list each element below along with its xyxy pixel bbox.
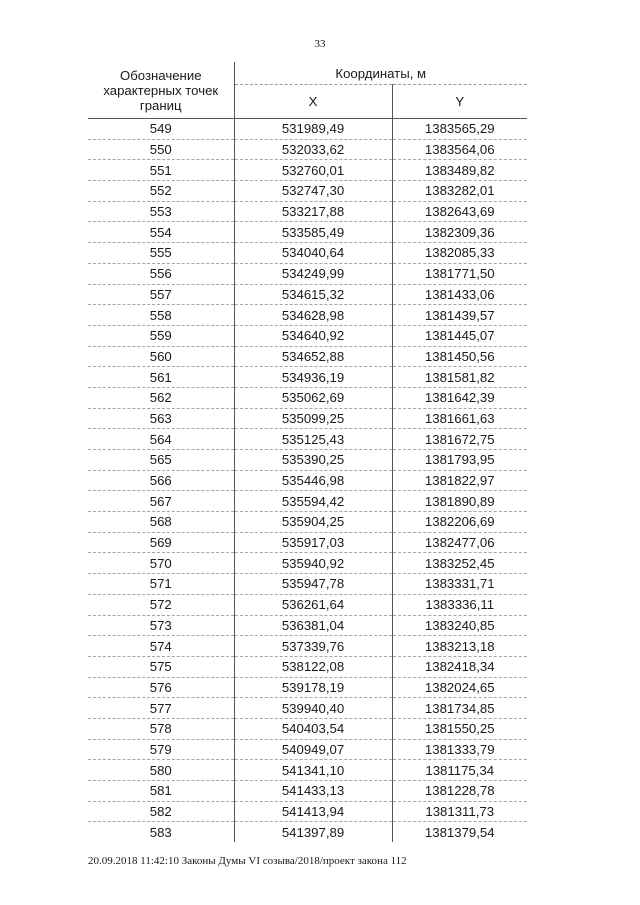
table-row (88, 346, 527, 367)
point-cell: 563 (88, 408, 234, 429)
point-cell: 567 (88, 491, 234, 512)
x-cell: 535940,92 (234, 553, 392, 574)
point-cell: 572 (88, 594, 234, 615)
y-cell: 1381550,25 (392, 718, 527, 739)
y-cell: 1383331,71 (392, 574, 527, 595)
table-row (88, 305, 527, 326)
y-cell: 1382024,65 (392, 677, 527, 698)
x-cell: 534936,19 (234, 367, 392, 388)
x-cell: 535446,98 (234, 470, 392, 491)
y-cell: 1381793,95 (392, 450, 527, 471)
y-cell: 1381379,54 (392, 822, 527, 842)
table-row (88, 325, 527, 346)
table-row (88, 594, 527, 615)
x-cell: 538122,08 (234, 656, 392, 677)
point-cell: 581 (88, 781, 234, 802)
x-cell: 533217,88 (234, 201, 392, 222)
x-cell: 541433,13 (234, 781, 392, 802)
x-cell: 541413,94 (234, 801, 392, 822)
table-row (88, 656, 527, 677)
y-cell: 1381642,39 (392, 387, 527, 408)
point-cell: 575 (88, 656, 234, 677)
y-cell: 1381672,75 (392, 429, 527, 450)
y-cell: 1381890,89 (392, 491, 527, 512)
x-cell: 536261,64 (234, 594, 392, 615)
table-row (88, 429, 527, 450)
x-cell: 535904,25 (234, 512, 392, 533)
point-cell: 562 (88, 387, 234, 408)
y-cell: 1381333,79 (392, 739, 527, 760)
table-row (88, 119, 527, 140)
point-cell: 583 (149, 824, 172, 840)
y-cell: 1381771,50 (392, 263, 527, 284)
x-cell: 532747,30 (234, 181, 392, 202)
x-cell: 534652,88 (234, 346, 392, 367)
point-cell: 571 (88, 574, 234, 595)
table-row (88, 222, 527, 243)
point-cell: 554 (88, 222, 234, 243)
table-row (88, 760, 527, 781)
y-cell: 1383213,18 (392, 636, 527, 657)
x-cell: 539940,40 (234, 698, 392, 719)
x-cell: 534615,32 (234, 284, 392, 305)
table-row (88, 367, 527, 388)
x-cell: 531989,49 (234, 119, 392, 140)
table-row (88, 139, 527, 160)
table-row (88, 491, 527, 512)
point-cell: 568 (88, 512, 234, 533)
table-row (88, 284, 527, 305)
point-cell: 577 (88, 698, 234, 719)
x-cell: 535125,43 (234, 429, 392, 450)
y-cell: 1383489,82 (392, 160, 527, 181)
table-body (88, 119, 527, 843)
point-cell: 574 (88, 636, 234, 657)
x-cell: 535390,25 (234, 450, 392, 471)
table-row (88, 470, 527, 491)
table-row (88, 781, 527, 802)
table-row (88, 263, 527, 284)
table-row (88, 739, 527, 760)
point-cell: 553 (88, 201, 234, 222)
y-cell: 1381433,06 (392, 284, 527, 305)
point-cell: 552 (88, 181, 234, 202)
table-row (88, 553, 527, 574)
point-cell: 566 (88, 470, 234, 491)
x-cell: 535062,69 (234, 387, 392, 408)
point-cell: 559 (88, 325, 234, 346)
x-cell: 533585,49 (234, 222, 392, 243)
table-row (88, 512, 527, 533)
y-cell: 1382085,33 (392, 243, 527, 264)
x-cell: 537339,76 (234, 636, 392, 657)
y-cell: 1381822,97 (392, 470, 527, 491)
point-cell: 561 (88, 367, 234, 388)
table-row (88, 450, 527, 471)
x-cell: 535594,42 (234, 491, 392, 512)
point-cell: 557 (88, 284, 234, 305)
y-cell: 1381439,57 (392, 305, 527, 326)
table-row (88, 387, 527, 408)
y-cell: 1381311,73 (392, 801, 527, 822)
table-row (88, 636, 527, 657)
x-cell: 532033,62 (234, 139, 392, 160)
point-cell: 564 (88, 429, 234, 450)
table-row (88, 615, 527, 636)
header-coordinates: Координаты, м (234, 62, 527, 85)
table-row (88, 801, 527, 822)
y-cell: 1381734,85 (392, 698, 527, 719)
x-cell: 534640,92 (234, 325, 392, 346)
point-cell: 570 (88, 553, 234, 574)
y-cell: 1383240,85 (392, 615, 527, 636)
table-row (88, 181, 527, 202)
point-cell: 560 (88, 346, 234, 367)
point-cell: 578 (88, 718, 234, 739)
page-number: 33 (314, 38, 326, 50)
point-cell: 565 (88, 450, 234, 471)
x-cell: 535947,78 (234, 574, 392, 595)
table-row (88, 574, 527, 595)
y-cell: 1382643,69 (392, 201, 527, 222)
point-cell: 579 (88, 739, 234, 760)
point-cell: 576 (88, 677, 234, 698)
x-cell: 532760,01 (234, 160, 392, 181)
point-cell: 556 (88, 263, 234, 284)
x-cell: 540403,54 (234, 718, 392, 739)
y-cell: 1383565,29 (392, 119, 527, 140)
y-cell: 1381175,34 (392, 760, 527, 781)
x-cell: 534628,98 (234, 305, 392, 326)
x-cell: 534040,64 (234, 243, 392, 264)
point-cell: 555 (88, 243, 234, 264)
footer-note: 20.09.2018 11:42:10 Законы Думы VI созыва/2018/проект закона 112 (88, 855, 407, 867)
y-cell: 1382309,36 (392, 222, 527, 243)
point-cell: 580 (88, 760, 234, 781)
x-cell: 541341,10 (234, 760, 392, 781)
y-cell: 1381445,07 (392, 325, 527, 346)
table-row (88, 677, 527, 698)
x-cell: 541397,89 (234, 822, 392, 842)
y-cell: 1383282,01 (392, 181, 527, 202)
x-cell: 535099,25 (234, 408, 392, 429)
point-cell: 551 (88, 160, 234, 181)
y-cell: 1381661,63 (392, 408, 527, 429)
y-cell: 1382206,69 (392, 512, 527, 533)
table-row (88, 160, 527, 181)
table-row (88, 822, 527, 842)
x-cell: 539178,19 (234, 677, 392, 698)
y-cell: 1383336,11 (392, 594, 527, 615)
header-x: X (234, 85, 392, 119)
coordinates-table (88, 62, 527, 842)
header-y: Y (392, 85, 527, 119)
point-cell: 582 (88, 801, 234, 822)
point-cell: 573 (88, 615, 234, 636)
y-cell: 1381228,78 (392, 781, 527, 802)
x-cell: 535917,03 (234, 532, 392, 553)
table-row (88, 243, 527, 264)
y-cell: 1381450,56 (392, 346, 527, 367)
table-row (88, 201, 527, 222)
table-row (88, 532, 527, 553)
table-row (88, 698, 527, 719)
point-cell: 549 (88, 119, 234, 140)
y-cell: 1383252,45 (392, 553, 527, 574)
y-cell: 1383564,06 (392, 139, 527, 160)
y-cell: 1382418,34 (392, 656, 527, 677)
point-cell: 569 (88, 532, 234, 553)
x-cell: 536381,04 (234, 615, 392, 636)
table-row (88, 718, 527, 739)
header-point-designation: Обозначение характерных точек границ (88, 62, 234, 119)
y-cell: 1381581,82 (392, 367, 527, 388)
y-cell: 1382477,06 (392, 532, 527, 553)
point-cell: 558 (88, 305, 234, 326)
x-cell: 540949,07 (234, 739, 392, 760)
point-cell: 550 (88, 139, 234, 160)
x-cell: 534249,99 (234, 263, 392, 284)
table-row (88, 408, 527, 429)
